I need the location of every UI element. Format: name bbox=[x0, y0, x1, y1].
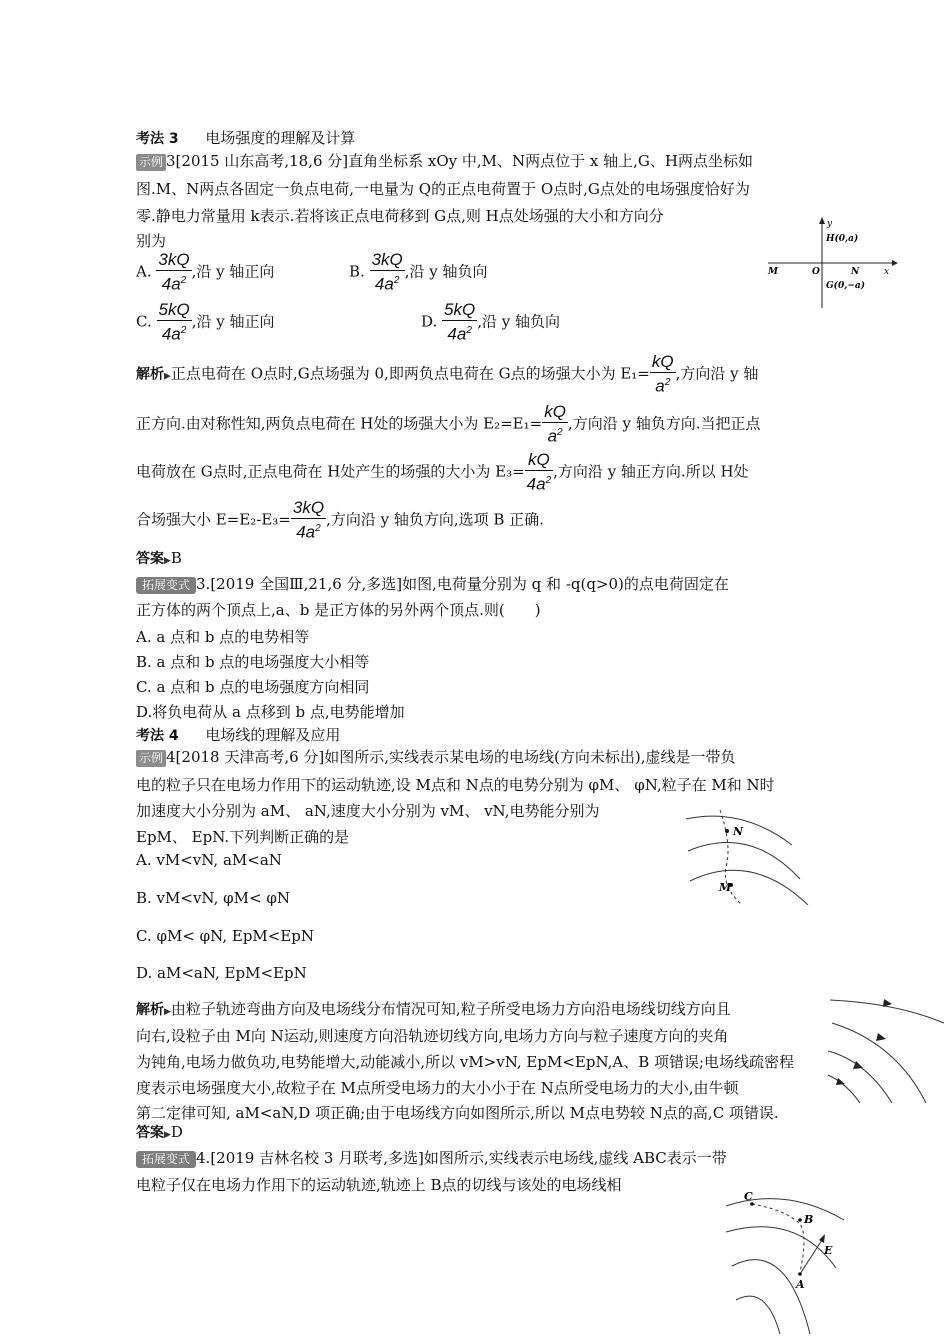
option-a[interactable]: A. vM<vN, aM<aN bbox=[136, 851, 282, 869]
trajectory-diagram bbox=[726, 1188, 850, 1336]
option-d[interactable]: D.将负电荷从 a 点移到 b 点,电势能增加 bbox=[136, 703, 405, 721]
section-title: 电场强度的理解及计算 bbox=[205, 129, 356, 147]
option-c[interactable]: C. φM< φN, EpM<EpN bbox=[136, 927, 315, 945]
field-direction-diagram bbox=[826, 995, 946, 1105]
option-c[interactable]: C. a 点和 b 点的电场强度方向相同 bbox=[136, 678, 370, 696]
point-m-label: M bbox=[719, 881, 732, 894]
option-b[interactable]: B. $\frac{3kQ}{4a^2}$ ,沿 y 轴负向 bbox=[349, 250, 488, 294]
fraction: $\frac{kQ}{a^2}$ bbox=[544, 402, 566, 446]
point-b-label: B bbox=[804, 1213, 814, 1226]
section-heading: 考法 3 bbox=[136, 131, 179, 147]
coordinate-diagram bbox=[760, 214, 898, 310]
analysis-label: 解析 bbox=[136, 1002, 164, 1018]
example-tag: 示例 bbox=[136, 154, 166, 171]
point-h-label: H(0,a) bbox=[826, 234, 859, 244]
analysis-line: 解析▶由粒子轨迹弯曲方向及电场线分布情况可知,粒子所受电场力方向沿电场线切线方向且 bbox=[136, 1000, 731, 1018]
answer-line: 答案▶B bbox=[136, 549, 182, 567]
extension-line: 拓展变式 3.[2019 全国Ⅲ,21,6 分,多选]如图,电荷量分别为 q 和 -q(q>0)的点电荷固定在 bbox=[136, 573, 729, 594]
section-heading: 考法 4 bbox=[136, 728, 179, 744]
extension-line: 拓展变式 4.[2019 吉林名校 3 月联考,多选]如图所示,实线表示电场线,虚线 ABC表示一带 bbox=[136, 1147, 727, 1168]
point-c-label: C bbox=[744, 1190, 753, 1203]
example-line: 示例 4[2018 天津高考,6 分]如图所示,实线表示某电场的电场线(方向未标出),虚线是一带负 bbox=[136, 746, 736, 767]
option-d[interactable]: D. $\frac{5kQ}{4a^2}$ ,沿 y 轴负向 bbox=[421, 300, 561, 344]
answer-line: 答案▶D bbox=[136, 1123, 183, 1141]
example-line: 图.M、N两点各固定一负点电荷,一电量为 Q的正点电荷置于 O点时,G点处的电场强度恰好为 bbox=[136, 180, 750, 198]
field-e-label: E bbox=[824, 1244, 833, 1257]
point-o-label: O bbox=[812, 267, 820, 277]
option-c[interactable]: C. $\frac{5kQ}{4a^2}$ ,沿 y 轴正向 bbox=[136, 300, 275, 344]
answer-value: D bbox=[170, 1123, 183, 1141]
option-b[interactable]: B. a 点和 b 点的电场强度大小相等 bbox=[136, 653, 370, 671]
analysis-line: 合场强大小 E=E₂-E₃= $\frac{3kQ}{4a^2}$ ,方向沿 y 轴负方向,选项 B 正确. bbox=[136, 498, 544, 542]
answer-label: 答案 bbox=[136, 551, 164, 567]
example-line: 别为 bbox=[136, 232, 167, 250]
example-line: 电的粒子只在电场力作用下的运动轨迹,设 M点和 N点的电势分别为 φM、 φN,粒子在 M和 N时 bbox=[136, 776, 775, 794]
option-a[interactable]: A. a 点和 b 点的电势相等 bbox=[136, 628, 310, 646]
point-n-label: N bbox=[851, 267, 860, 277]
analysis-line: 度表示电场强度大小,故粒子在 M点所受电场力的大小小于在 N点所受电场力的大小,由牛顿 bbox=[136, 1079, 739, 1097]
analysis-line: 解析▶正点电荷在 O点时,G点场强为 0,即两负点电荷在 G点的场强大小为 E₁= $\frac{kQ}{a^2}$ ,方向沿 y 轴 bbox=[136, 352, 759, 396]
axis-x-label: x bbox=[884, 267, 890, 277]
answer-value: B bbox=[170, 549, 182, 567]
analysis-line: 向右,设粒子由 M向 N运动,则速度方向沿轨迹切线方向,电场力方向与粒子速度方向的夹角 bbox=[136, 1027, 729, 1045]
analysis-label: 解析 bbox=[136, 366, 164, 383]
example-line: 零.静电力常量用 k表示.若将该正点电荷移到 G点,则 H点处场强的大小和方向分 bbox=[136, 207, 664, 225]
field-lines-diagram bbox=[682, 805, 810, 905]
axis-y-label: y bbox=[827, 219, 833, 229]
point-g-label: G(0,−a) bbox=[826, 281, 865, 291]
extension-tag: 拓展变式 bbox=[136, 1151, 196, 1168]
point-n-label: N bbox=[733, 825, 744, 838]
extension-line: 正方体的两个顶点上,a、b 是正方体的另外两个顶点.则( ) bbox=[136, 601, 541, 619]
answer-label: 答案 bbox=[136, 1125, 164, 1141]
option-a[interactable]: A. $\frac{3kQ}{4a^2}$ ,沿 y 轴正向 bbox=[136, 250, 275, 294]
analysis-line: 为钝角,电场力做负功,电势能增大,动能减小,所以 vM>vN, EpM<EpN,A、B 项错误;电场线疏密程 bbox=[136, 1053, 795, 1071]
option-b[interactable]: B. vM<vN, φM< φN bbox=[136, 889, 290, 907]
section-title: 电场线的理解及应用 bbox=[205, 726, 341, 744]
section-4-header bbox=[136, 724, 340, 745]
fraction: $\frac{kQ}{a^2}$ bbox=[651, 352, 674, 396]
fraction: $\frac{5kQ}{4a^2}$ bbox=[444, 300, 476, 344]
option-d[interactable]: D. aM<aN, EpM<EpN bbox=[136, 964, 307, 982]
example-tag: 示例 bbox=[136, 750, 166, 767]
fraction: $\frac{kQ}{4a^2}$ bbox=[526, 450, 552, 494]
fraction: $\frac{5kQ}{4a^2}$ bbox=[158, 300, 190, 344]
fraction: $\frac{3kQ}{4a^2}$ bbox=[158, 250, 190, 294]
example-line: 示例 3[2015 山东高考,18,6 分]直角坐标系 xOy 中,M、N两点位于 x 轴上,G、H两点坐标如 bbox=[136, 150, 753, 171]
fraction: $\frac{3kQ}{4a^2}$ bbox=[371, 250, 403, 294]
point-m-label: M bbox=[768, 267, 778, 277]
example-line: 加速度大小分别为 aM、 aN,速度大小分别为 vM、 vN,电势能分别为 bbox=[136, 802, 600, 820]
analysis-line: 正方向.由对称性知,两负点电荷在 H处的场强大小为 E₂=E₁= $\frac{kQ}{a^2}$ ,方向沿 y 轴负方向.当把正点 bbox=[136, 402, 761, 446]
analysis-line: 电荷放在 G点时,正点电荷在 H处产生的场强的大小为 E₃= $\frac{kQ}{4a^2}$ ,方向沿 y 轴正方向.所以 H处 bbox=[136, 450, 749, 494]
extension-tag: 拓展变式 bbox=[136, 577, 196, 594]
section-3-header bbox=[136, 127, 355, 148]
analysis-line: 第二定律可知, aM<aN,D 项正确;由于电场线方向如图所示,所以 M点电势较 N点的高,C 项错误. bbox=[136, 1104, 779, 1122]
extension-line: 电粒子仅在电场力作用下的运动轨迹,轨迹上 B点的切线与该处的电场线相 bbox=[136, 1176, 622, 1194]
point-a-label: A bbox=[796, 1278, 805, 1291]
example-line: EpM、 EpN.下列判断正确的是 bbox=[136, 828, 350, 846]
fraction: $\frac{3kQ}{4a^2}$ bbox=[292, 498, 325, 542]
